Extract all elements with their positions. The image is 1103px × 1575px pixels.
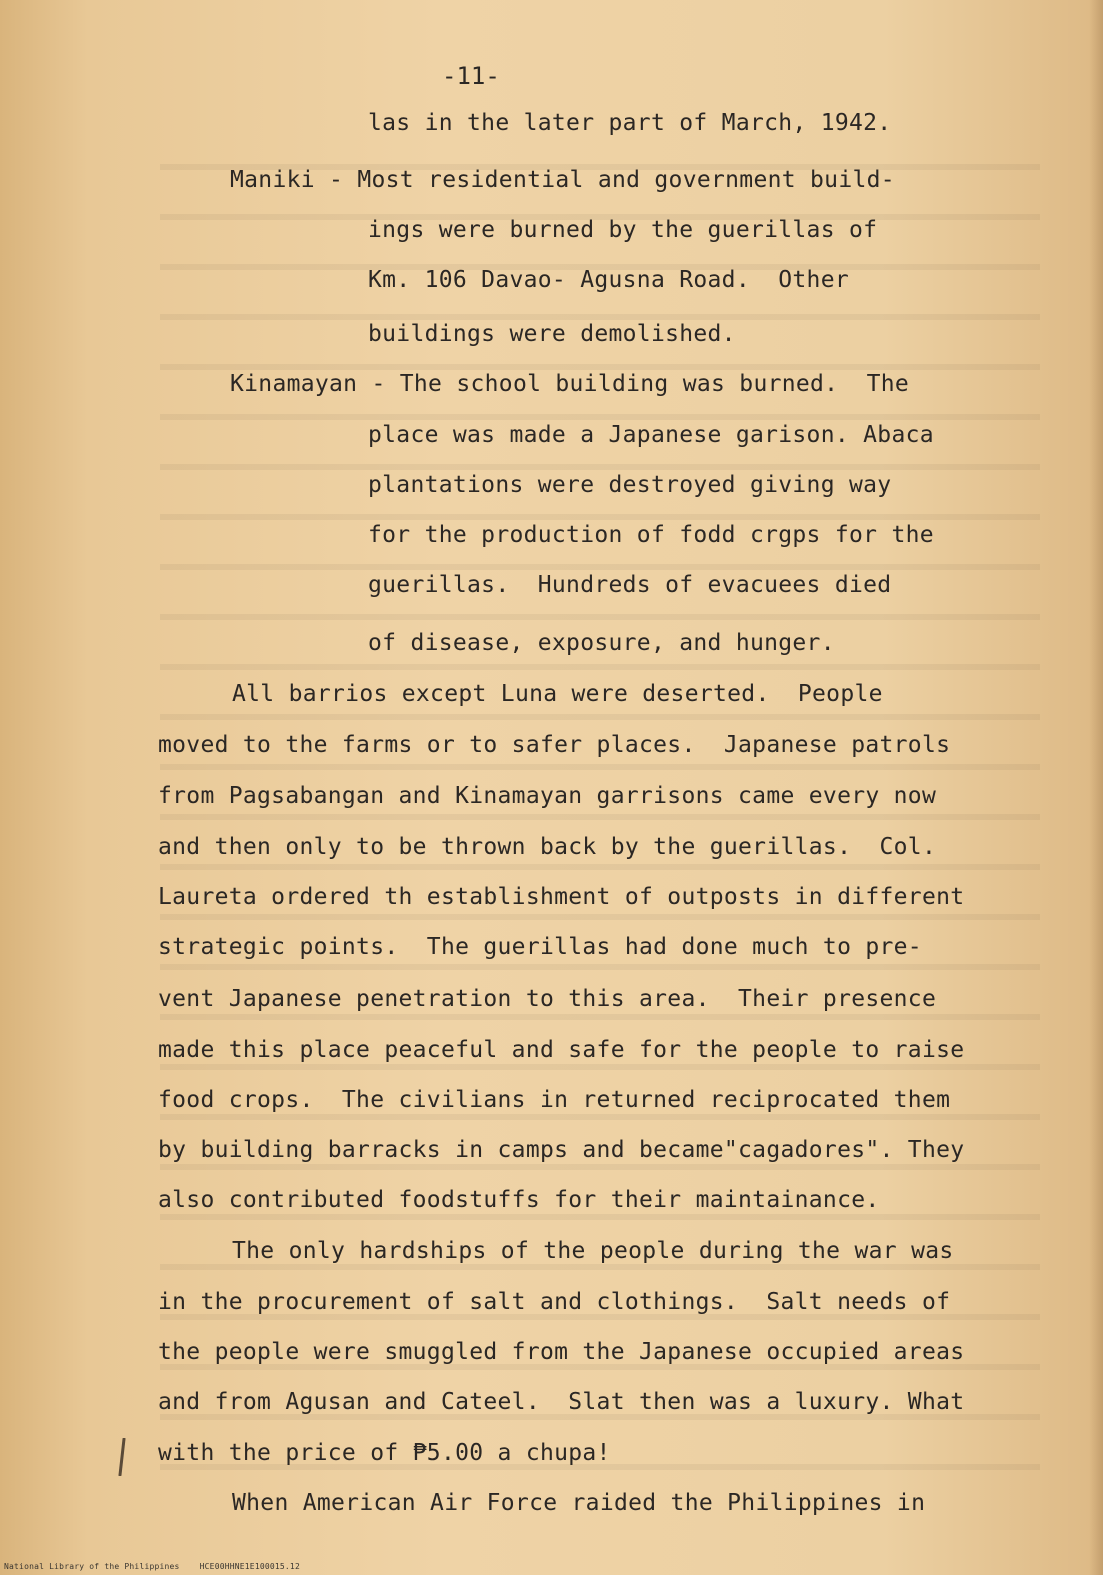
text-line: strategic points. The guerillas had done much to pre- — [158, 934, 922, 960]
text-line: for the production of fodd crgps for the — [368, 522, 934, 548]
text-line: and from Agusan and Cateel. Slat then was a luxury. What — [158, 1389, 965, 1415]
page-number: -11- — [442, 62, 500, 90]
page-edge-shadow — [1089, 0, 1103, 1575]
text-line: las in the later part of March, 1942. — [368, 110, 892, 136]
text-line: also contributed foodstuffs for their maintainance. — [158, 1187, 880, 1213]
text-line: the people were smuggled from the Japanese occupied areas — [158, 1339, 965, 1365]
text-line: made this place peaceful and safe for the people to raise — [158, 1037, 965, 1063]
text-line: guerillas. Hundreds of evacuees died — [368, 572, 892, 598]
scan-footer: National Library of the Philippines HCE00HHNE1E100015.12 — [4, 1562, 300, 1571]
text-line: When American Air Force raided the Philippines in — [232, 1490, 926, 1516]
text-line: of disease, exposure, and hunger. — [368, 630, 835, 656]
text-line: in the procurement of salt and clothings. Salt needs of — [158, 1289, 951, 1315]
text-line: All barrios except Luna were deserted. People — [232, 681, 883, 707]
text-line: buildings were demolished. — [368, 321, 736, 347]
text-line: The only hardships of the people during the war was — [232, 1238, 954, 1264]
text-line: with the price of ₱5.00 a chupa! — [158, 1440, 611, 1466]
text-line: vent Japanese penetration to this area. Their presence — [158, 986, 937, 1012]
text-line: Laureta ordered th establishment of outposts in different — [158, 884, 965, 910]
text-line: Maniki - Most residential and government build- — [230, 167, 895, 193]
text-line: from Pagsabangan and Kinamayan garrisons came every now — [158, 783, 937, 809]
text-line: place was made a Japanese garison. Abaca — [368, 422, 934, 448]
text-line: plantations were destroyed giving way — [368, 472, 892, 498]
text-line: ings were burned by the guerillas of — [368, 217, 878, 243]
text-line: food crops. The civilians in returned reciprocated them — [158, 1087, 951, 1113]
text-line: and then only to be thrown back by the guerillas. Col. — [158, 834, 937, 860]
text-line: Km. 106 Davao- Agusna Road. Other — [368, 267, 850, 293]
text-line: moved to the farms or to safer places. Japanese patrols — [158, 732, 951, 758]
text-line: by building barracks in camps and became"cagadores". They — [158, 1137, 965, 1163]
text-line: Kinamayan - The school building was burned. The — [230, 371, 910, 397]
pencil-mark-icon — [118, 1438, 126, 1476]
